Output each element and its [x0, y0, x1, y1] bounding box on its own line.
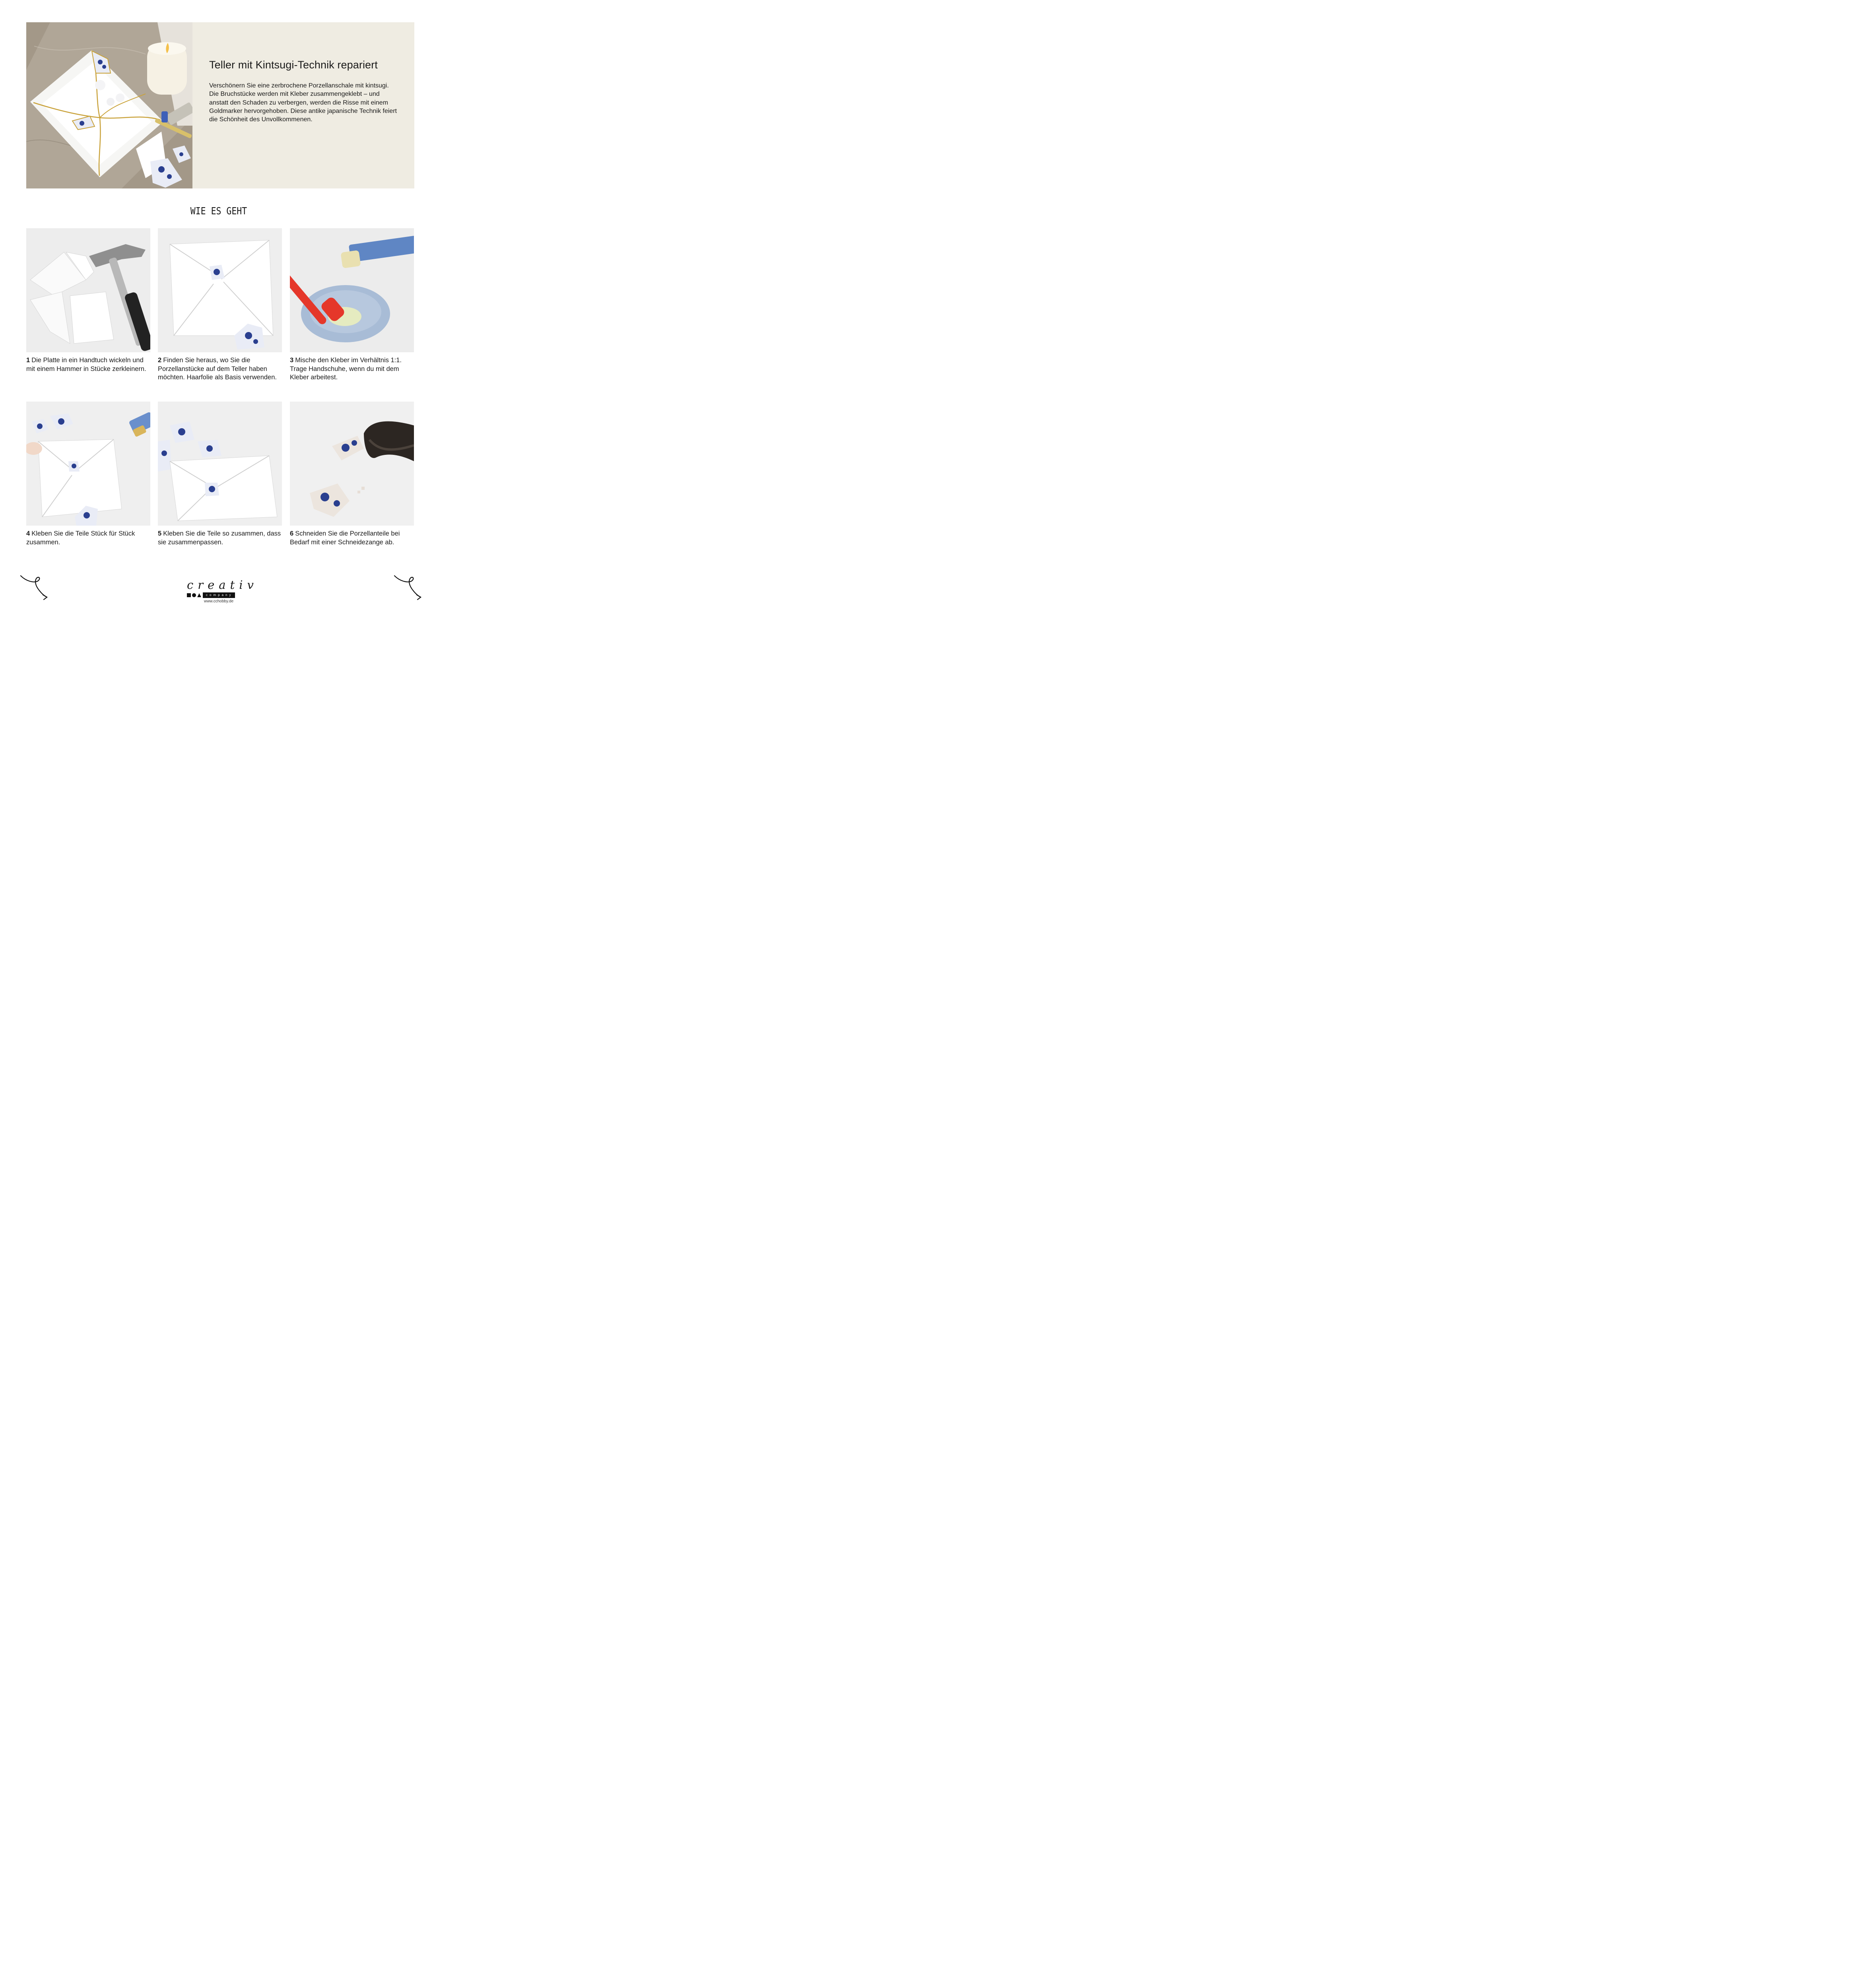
step-1-photo-hammer: [26, 228, 150, 352]
step-3-photo-glue-mixing: [290, 228, 414, 352]
step-number: 1: [26, 357, 30, 364]
step-3-caption: [290, 356, 414, 382]
step-text: Die Platte in ein Handtuch wickeln und mit einem Hammer in Stücke zerkleinern.: [26, 357, 146, 373]
hero-photo-kintsugi-plate: [26, 22, 192, 188]
step-text: Mische den Kleber im Verhältnis 1:1. Trage Handschuhe, wenn du mit dem Kleber arbeitest.: [290, 357, 402, 381]
logo-bar: [187, 592, 253, 598]
step-5-photo-fitting-pieces: [158, 402, 282, 526]
logo-company-label: company: [203, 592, 235, 598]
hero-section: [26, 22, 414, 188]
step-1-caption: [26, 356, 150, 373]
website-url: www.cchobby.de: [204, 599, 234, 604]
intro-paragraph: Verschönern Sie eine zerbrochene Porzellanschale mit kintsugi. Die Bruchstücke werden mit Kleber zusammengeklebt – und anstatt den Schaden zu verbergen, werden die Risse mit einem Goldmarker hervorgehoben. Diese antike japanische Technik feiert die Schönheit des Unvollkommenen.: [209, 82, 397, 123]
step-text: Finden Sie heraus, wo Sie die Porzellanstücke auf dem Teller haben möchten. Haarfolie als Basis verwenden.: [158, 357, 277, 381]
step-number: 6: [290, 530, 294, 537]
step-2-caption: [158, 356, 282, 382]
step-3: [290, 228, 414, 382]
step-5: [158, 402, 282, 547]
step-number: 2: [158, 357, 162, 364]
step-4-photo-gluing-pieces: [26, 402, 150, 526]
step-1: [26, 228, 150, 373]
section-heading: WIE ES GEHT: [190, 205, 247, 217]
step-2-photo-arranged-pieces: [158, 228, 282, 352]
step-number: 5: [158, 530, 162, 537]
hero-text-panel: [192, 22, 414, 188]
step-4: [26, 402, 150, 547]
step-text: Kleben Sie die Teile so zusammen, dass sie zusammenpassen.: [158, 530, 281, 546]
step-number: 4: [26, 530, 30, 537]
logo-wordmark: creativ: [187, 578, 258, 592]
step-6: [290, 402, 414, 547]
step-2: [158, 228, 282, 382]
decorative-right-arrow-icon: [393, 574, 423, 602]
step-5-caption: [158, 530, 282, 547]
page-title: Teller mit Kintsugi-Technik repariert: [209, 59, 378, 71]
step-6-photo-nippers: [290, 402, 414, 526]
step-6-caption: [290, 530, 414, 547]
step-text: Schneiden Sie die Porzellanteile bei Bedarf mit einer Schneidezange ab.: [290, 530, 400, 546]
step-text: Kleben Sie die Teile Stück für Stück zusammen.: [26, 530, 135, 546]
decorative-left-arrow-icon: [19, 574, 49, 602]
step-4-caption: [26, 530, 150, 547]
step-number: 3: [290, 357, 294, 364]
logo-shape-icons: [187, 593, 201, 597]
